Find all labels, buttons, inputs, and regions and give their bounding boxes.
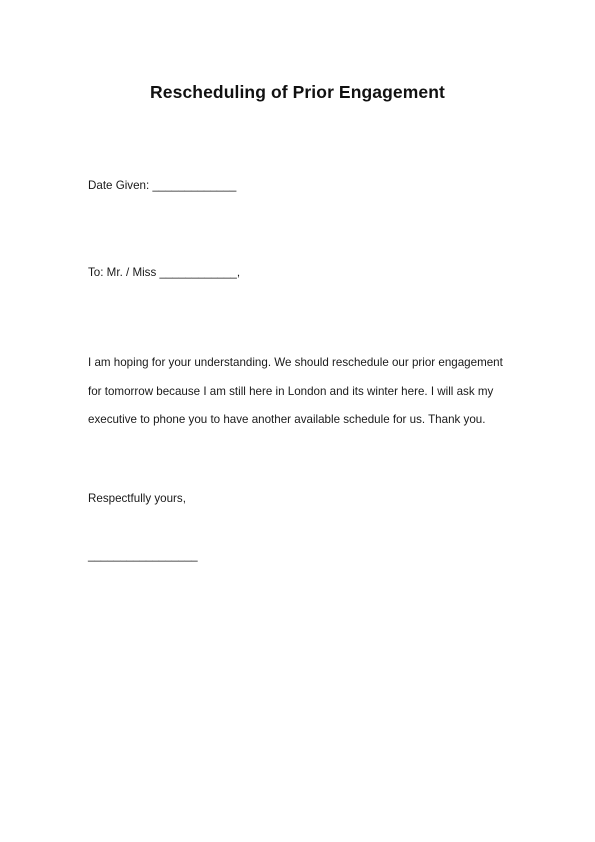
letter-body-line: for tomorrow because I am still here in London and its winter here. I will ask my	[88, 384, 494, 398]
letter-body-line: executive to phone you to have another available schedule for us. Thank you.	[88, 413, 486, 426]
date-given-line: Date Given: _____________	[88, 179, 237, 192]
letter-body	[88, 349, 528, 435]
signature-line: _________________	[88, 549, 198, 562]
letter-body-line: I am hoping for your understanding. We should reschedule our prior engagement	[88, 356, 503, 369]
recipient-line: To: Mr. / Miss ____________,	[88, 266, 241, 279]
closing-salutation: Respectfully yours,	[88, 492, 186, 505]
document-title: Rescheduling of Prior Engagement	[150, 82, 445, 102]
